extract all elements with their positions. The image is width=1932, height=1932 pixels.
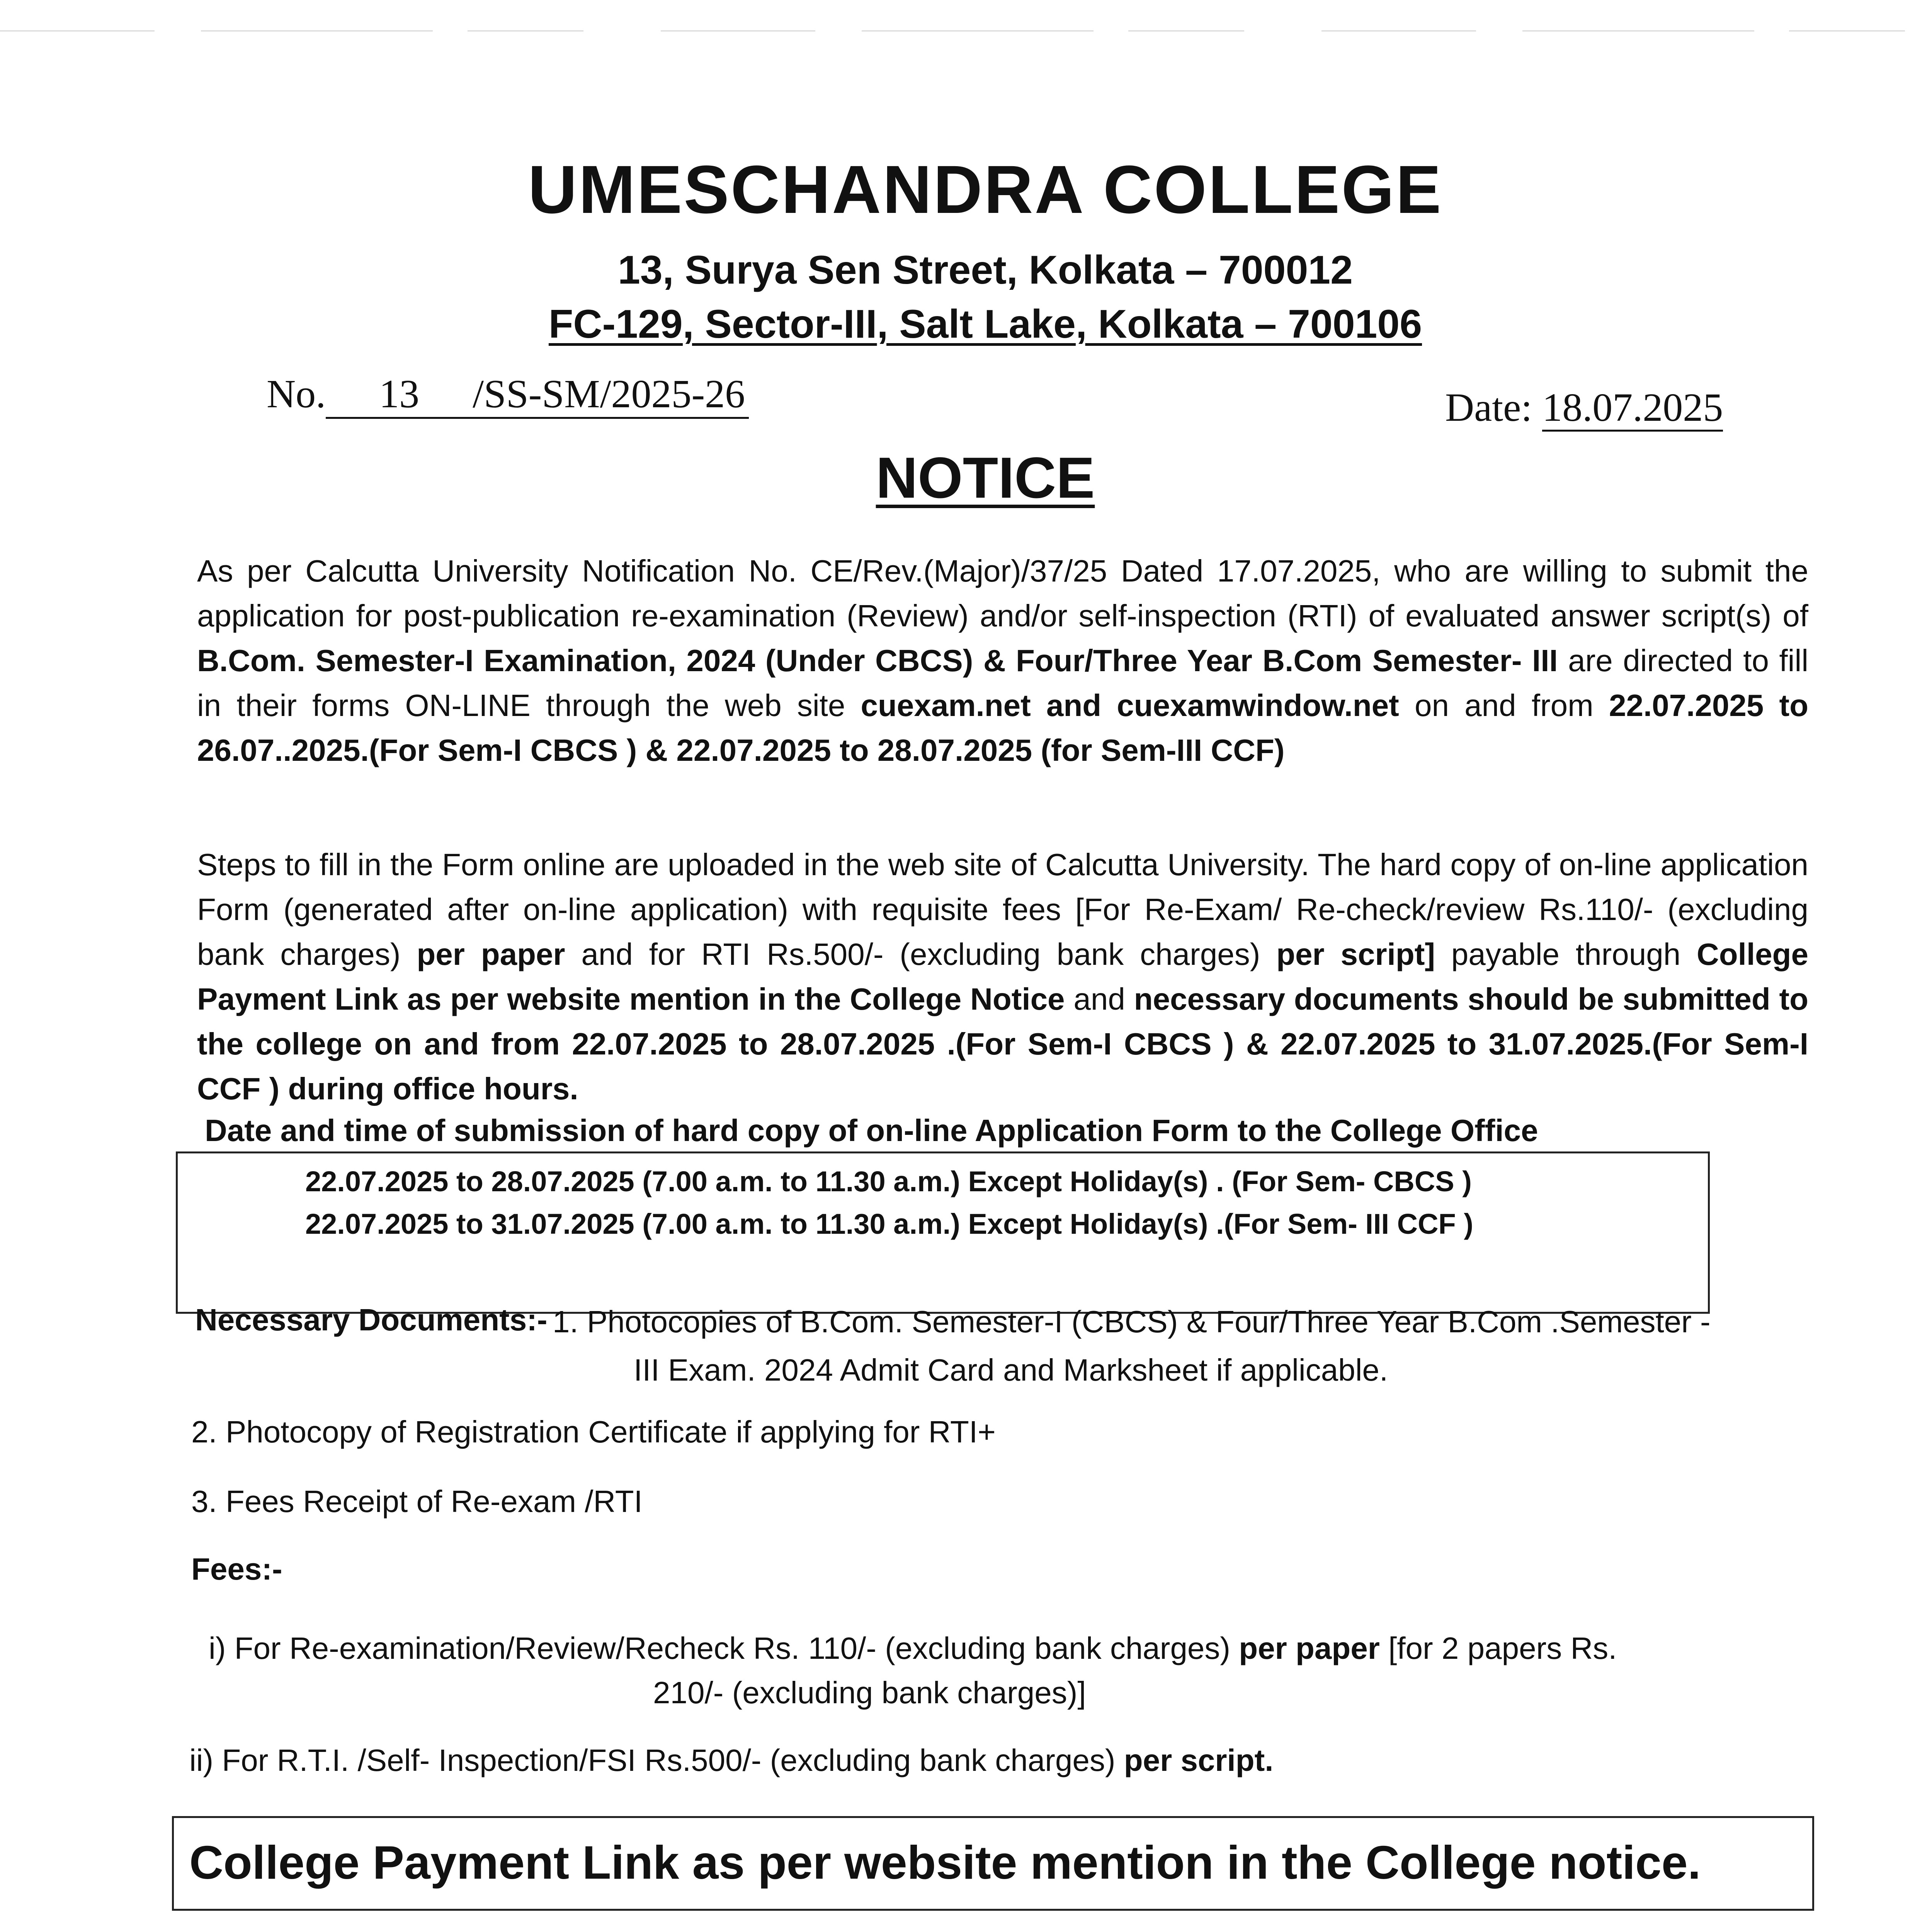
submission-box xyxy=(176,1151,1710,1314)
submission-line-ccf: 22.07.2025 to 31.07.2025 (7.00 a.m. to 11.30 a.m.) Except Holiday(s) .(For Sem- III CCF ) xyxy=(305,1208,1473,1240)
notice-title-text: NOTICE xyxy=(876,445,1095,510)
document-item-1-cont: III Exam. 2024 Admit Card and Marksheet if applicable. xyxy=(634,1353,1388,1387)
p1-text-2: are directed to fill in their forms ON-LINE through the web site xyxy=(197,643,1808,723)
p1-bold-exam: B.Com. Semester-I Examination, 2024 (Under CBCS) & Four/Three Year B.Com Semester- III xyxy=(197,643,1558,678)
fee-item-2 xyxy=(189,1743,1274,1778)
reference-prefix: No. xyxy=(267,372,326,416)
fee-item-1-cont: 210/- (excluding bank charges)] xyxy=(653,1675,1086,1710)
p2-text-2: and for RTI Rs.500/- (excluding bank charges) xyxy=(565,937,1277,971)
notice-title xyxy=(0,444,1932,511)
fees-label: Fees:- xyxy=(191,1552,282,1586)
p2-text-4: and xyxy=(1065,982,1134,1016)
p2-text-3: payable through xyxy=(1435,937,1697,971)
document-item-2: 2. Photocopy of Registration Certificate if applying for RTI+ xyxy=(191,1415,996,1449)
paragraph-2 xyxy=(197,842,1808,1111)
scan-artifact-line xyxy=(0,23,1932,39)
p2-bold-payment-link: College Payment Link as per website mention in the College Notice xyxy=(197,937,1808,1016)
payment-link-text: College Payment Link as per website mention in the College notice. xyxy=(189,1836,1701,1889)
college-address-line1: 13, Surya Sen Street, Kolkata – 700012 xyxy=(618,248,1353,293)
documents-label: Necessary Documents:- xyxy=(195,1303,548,1337)
notice-date xyxy=(1445,384,1723,430)
date-label: Date: xyxy=(1445,385,1532,430)
fee-1-text: i) For Re-examination/Review/Recheck Rs. 110/- (excluding bank charges) xyxy=(209,1631,1239,1665)
reference-number xyxy=(267,371,749,419)
fee-1-bold: per paper xyxy=(1239,1631,1380,1665)
college-name: UMESCHANDRA COLLEGE xyxy=(528,152,1443,228)
document-item-1: 1. Photocopies of B.Com. Semester-I (CBCS) & Four/Three Year B.Com .Semester - xyxy=(553,1304,1711,1339)
p1-text-3: on and from xyxy=(1399,688,1609,723)
payment-link-box xyxy=(172,1816,1814,1911)
fee-1-text-2: [for 2 papers Rs. xyxy=(1379,1631,1617,1665)
p1-bold-websites: cuexam.net and cuexamwindow.net xyxy=(861,688,1399,723)
college-address-line2-text: FC-129, Sector-III, Salt Lake, Kolkata – 700106 xyxy=(548,302,1422,347)
reference-number-value: 13 xyxy=(326,371,473,419)
reference-suffix: /SS-SM/2025-26 xyxy=(473,371,749,419)
document-item-3: 3. Fees Receipt of Re-exam /RTI xyxy=(191,1484,643,1519)
p2-bold-per-script: per script] xyxy=(1276,937,1435,971)
fee-item-1 xyxy=(209,1631,1617,1666)
p2-bold-documents: necessary documents should be submitted to the college on and from 22.07.2025 to 28.07.2025 .(For Sem-I CBCS ) & 22.07.2025 to 31.07.2025.(For Sem-I CCF ) during office hours. xyxy=(197,982,1809,1106)
paragraph-1 xyxy=(197,549,1808,773)
p1-bold-dates: 22.07.2025 to 26.07..2025.(For Sem-I CBCS ) & 22.07.2025 to 28.07.2025 (for Sem-III CCF) xyxy=(197,688,1809,767)
submission-line-cbcs: 22.07.2025 to 28.07.2025 (7.00 a.m. to 11.30 a.m.) Except Holiday(s) . (For Sem- CBCS ) xyxy=(305,1165,1472,1197)
college-address-line2 xyxy=(0,301,1932,347)
p2-text-1: Steps to fill in the Form online are uploaded in the web site of Calcutta University. The hard copy of on-line application Form (generated after on-line application) with requisite fees [For Re-Exam/ Re-check/review Rs.110/- (excluding bank charges) xyxy=(197,847,1808,971)
date-value: 18.07.2025 xyxy=(1542,385,1723,432)
p2-bold-per-paper: per paper xyxy=(417,937,565,971)
submission-heading: Date and time of submission of hard copy of on-line Application Form to the College Office xyxy=(205,1113,1538,1148)
p1-text-1: As per Calcutta University Notification No. CE/Rev.(Major)/37/25 Dated 17.07.2025, who are willing to submit the application for post-publication re-examination (Review) and/or self-inspection (RTI) of evaluated answer script(s) of xyxy=(197,554,1808,633)
fee-2-bold: per script. xyxy=(1124,1743,1274,1777)
fee-2-text: ii) For R.T.I. /Self- Inspection/FSI Rs.500/- (excluding bank charges) xyxy=(189,1743,1124,1777)
